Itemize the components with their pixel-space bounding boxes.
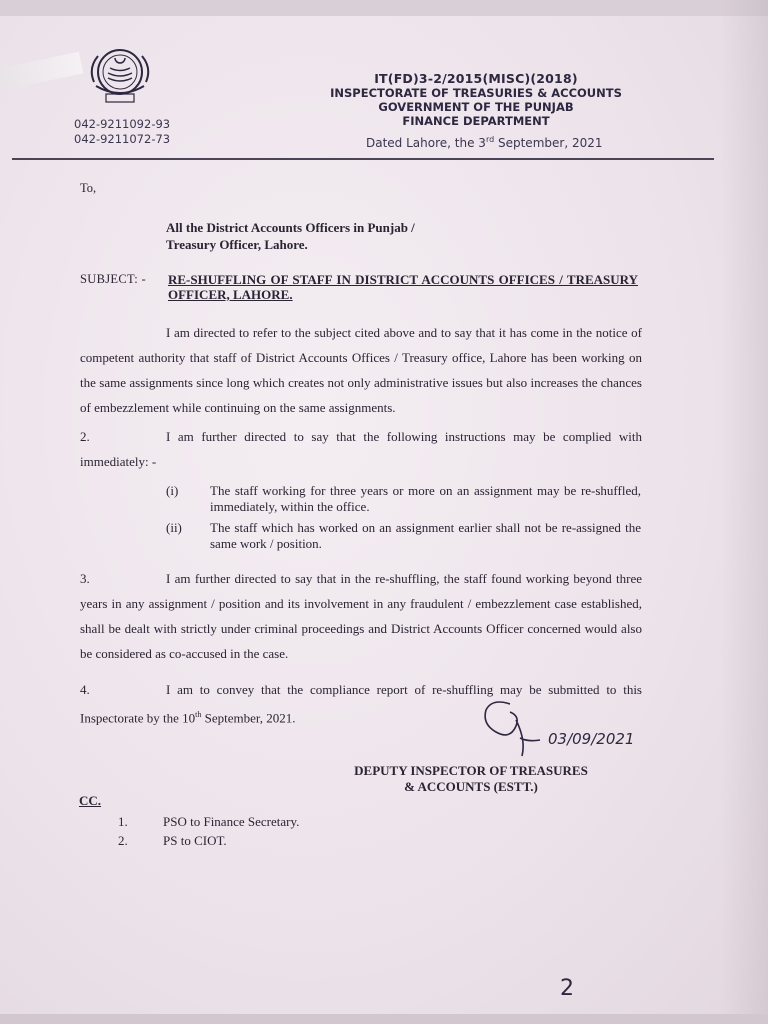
paragraph-number: 2. [80,429,90,444]
punjab-government-logo-icon [84,42,156,110]
paragraph-number: 4. [80,682,90,697]
phone-number: 042-9211092-93 [74,117,171,131]
cc-item-number: 2. [118,833,128,848]
letterhead-line: GOVERNMENT OF THE PUNJAB [378,100,574,114]
addressee-line: Treasury Officer, Lahore. [166,237,308,252]
cc-item [118,812,299,831]
cc-item-text: PS to CIOT. [163,833,227,848]
paragraph-2 [80,424,642,474]
letterhead [316,72,636,128]
phone-numbers [74,117,170,147]
list-item [166,483,641,515]
paragraph-text: I am to convey that the compliance report of re-shuffling may be submitted to this Inspectorate by the 10 [80,682,642,726]
date-suffix: September, 2021 [494,136,603,150]
header-divider [12,158,714,160]
paragraph-text: I am further directed to say that in the re-shuffling, the staff found working beyond three years in any assignment / position and its involvement in any fraudulent / embezzlement case established, shall be dealt with strictly under criminal proceedings and District Accounts Officer concerned would also be considered as co-accused in the case. [80,571,642,661]
cc-item-number: 1. [118,814,128,829]
reference-number: IT(FD)3-2/2015(MISC)(2018) [374,71,578,86]
signature-date: 03/09/2021 [548,730,635,748]
page-edge-bottom [0,1014,768,1024]
addressee-line: All the District Accounts Officers in Punjab / [166,220,415,235]
list-item [166,520,641,552]
signatory [336,763,606,795]
cc-list [118,812,299,850]
paragraph-text-end: September, 2021. [201,710,296,726]
letterhead-line: FINANCE DEPARTMENT [402,114,550,128]
paragraph-text: I am further directed to say that the following instructions may be complied with immediately: - [80,429,642,469]
paragraph-number: 3. [80,571,90,586]
to-label: To, [80,181,97,195]
letterhead-line: INSPECTORATE OF TREASURIES & ACCOUNTS [330,86,622,100]
date-line [366,135,602,150]
date-prefix: Dated Lahore, the 3 [366,136,486,150]
addressee [166,219,415,253]
subject-label: SUBJECT: - [80,272,146,286]
page-edge-top [0,0,768,16]
list-item-text: The staff which has worked on an assignment earlier shall not be re-assigned the same work / position. [210,520,641,551]
date-superscript: rd [485,135,495,144]
subject-text: RE-SHUFFLING OF STAFF IN DISTRICT ACCOUNTS OFFICES / TREASURY OFFICER, LAHORE. [168,272,638,302]
page-edge-shadow [720,0,768,1024]
cc-label: CC. [79,793,102,808]
list-item-number: (i) [166,483,179,498]
paragraph-3 [80,566,642,666]
handwritten-signature [470,690,670,760]
page-number-mark: 2 [560,976,574,1001]
signatory-line: & ACCOUNTS (ESTT.) [404,779,538,794]
phone-number: 042-9211072-73 [74,132,171,146]
paragraph-1: I am directed to refer to the subject cited above and to say that it has come in the notice of competent authority that staff of District Accounts Offices / Treasury office, Lahore has been working on the same assignments since long which creates not only administrative issues but also increases the chances of embezzlement while continuing on the same assignments. [80,325,642,415]
list-item-number: (ii) [166,520,182,535]
list-item-text: The staff working for three years or more on an assignment may be re-shuffled, immediately, within the office. [210,483,641,514]
signatory-line: DEPUTY INSPECTOR OF TREASURES [354,763,588,778]
paragraph-superscript: th [195,710,202,719]
cc-item-text: PSO to Finance Secretary. [163,814,300,829]
cc-item [118,831,299,850]
